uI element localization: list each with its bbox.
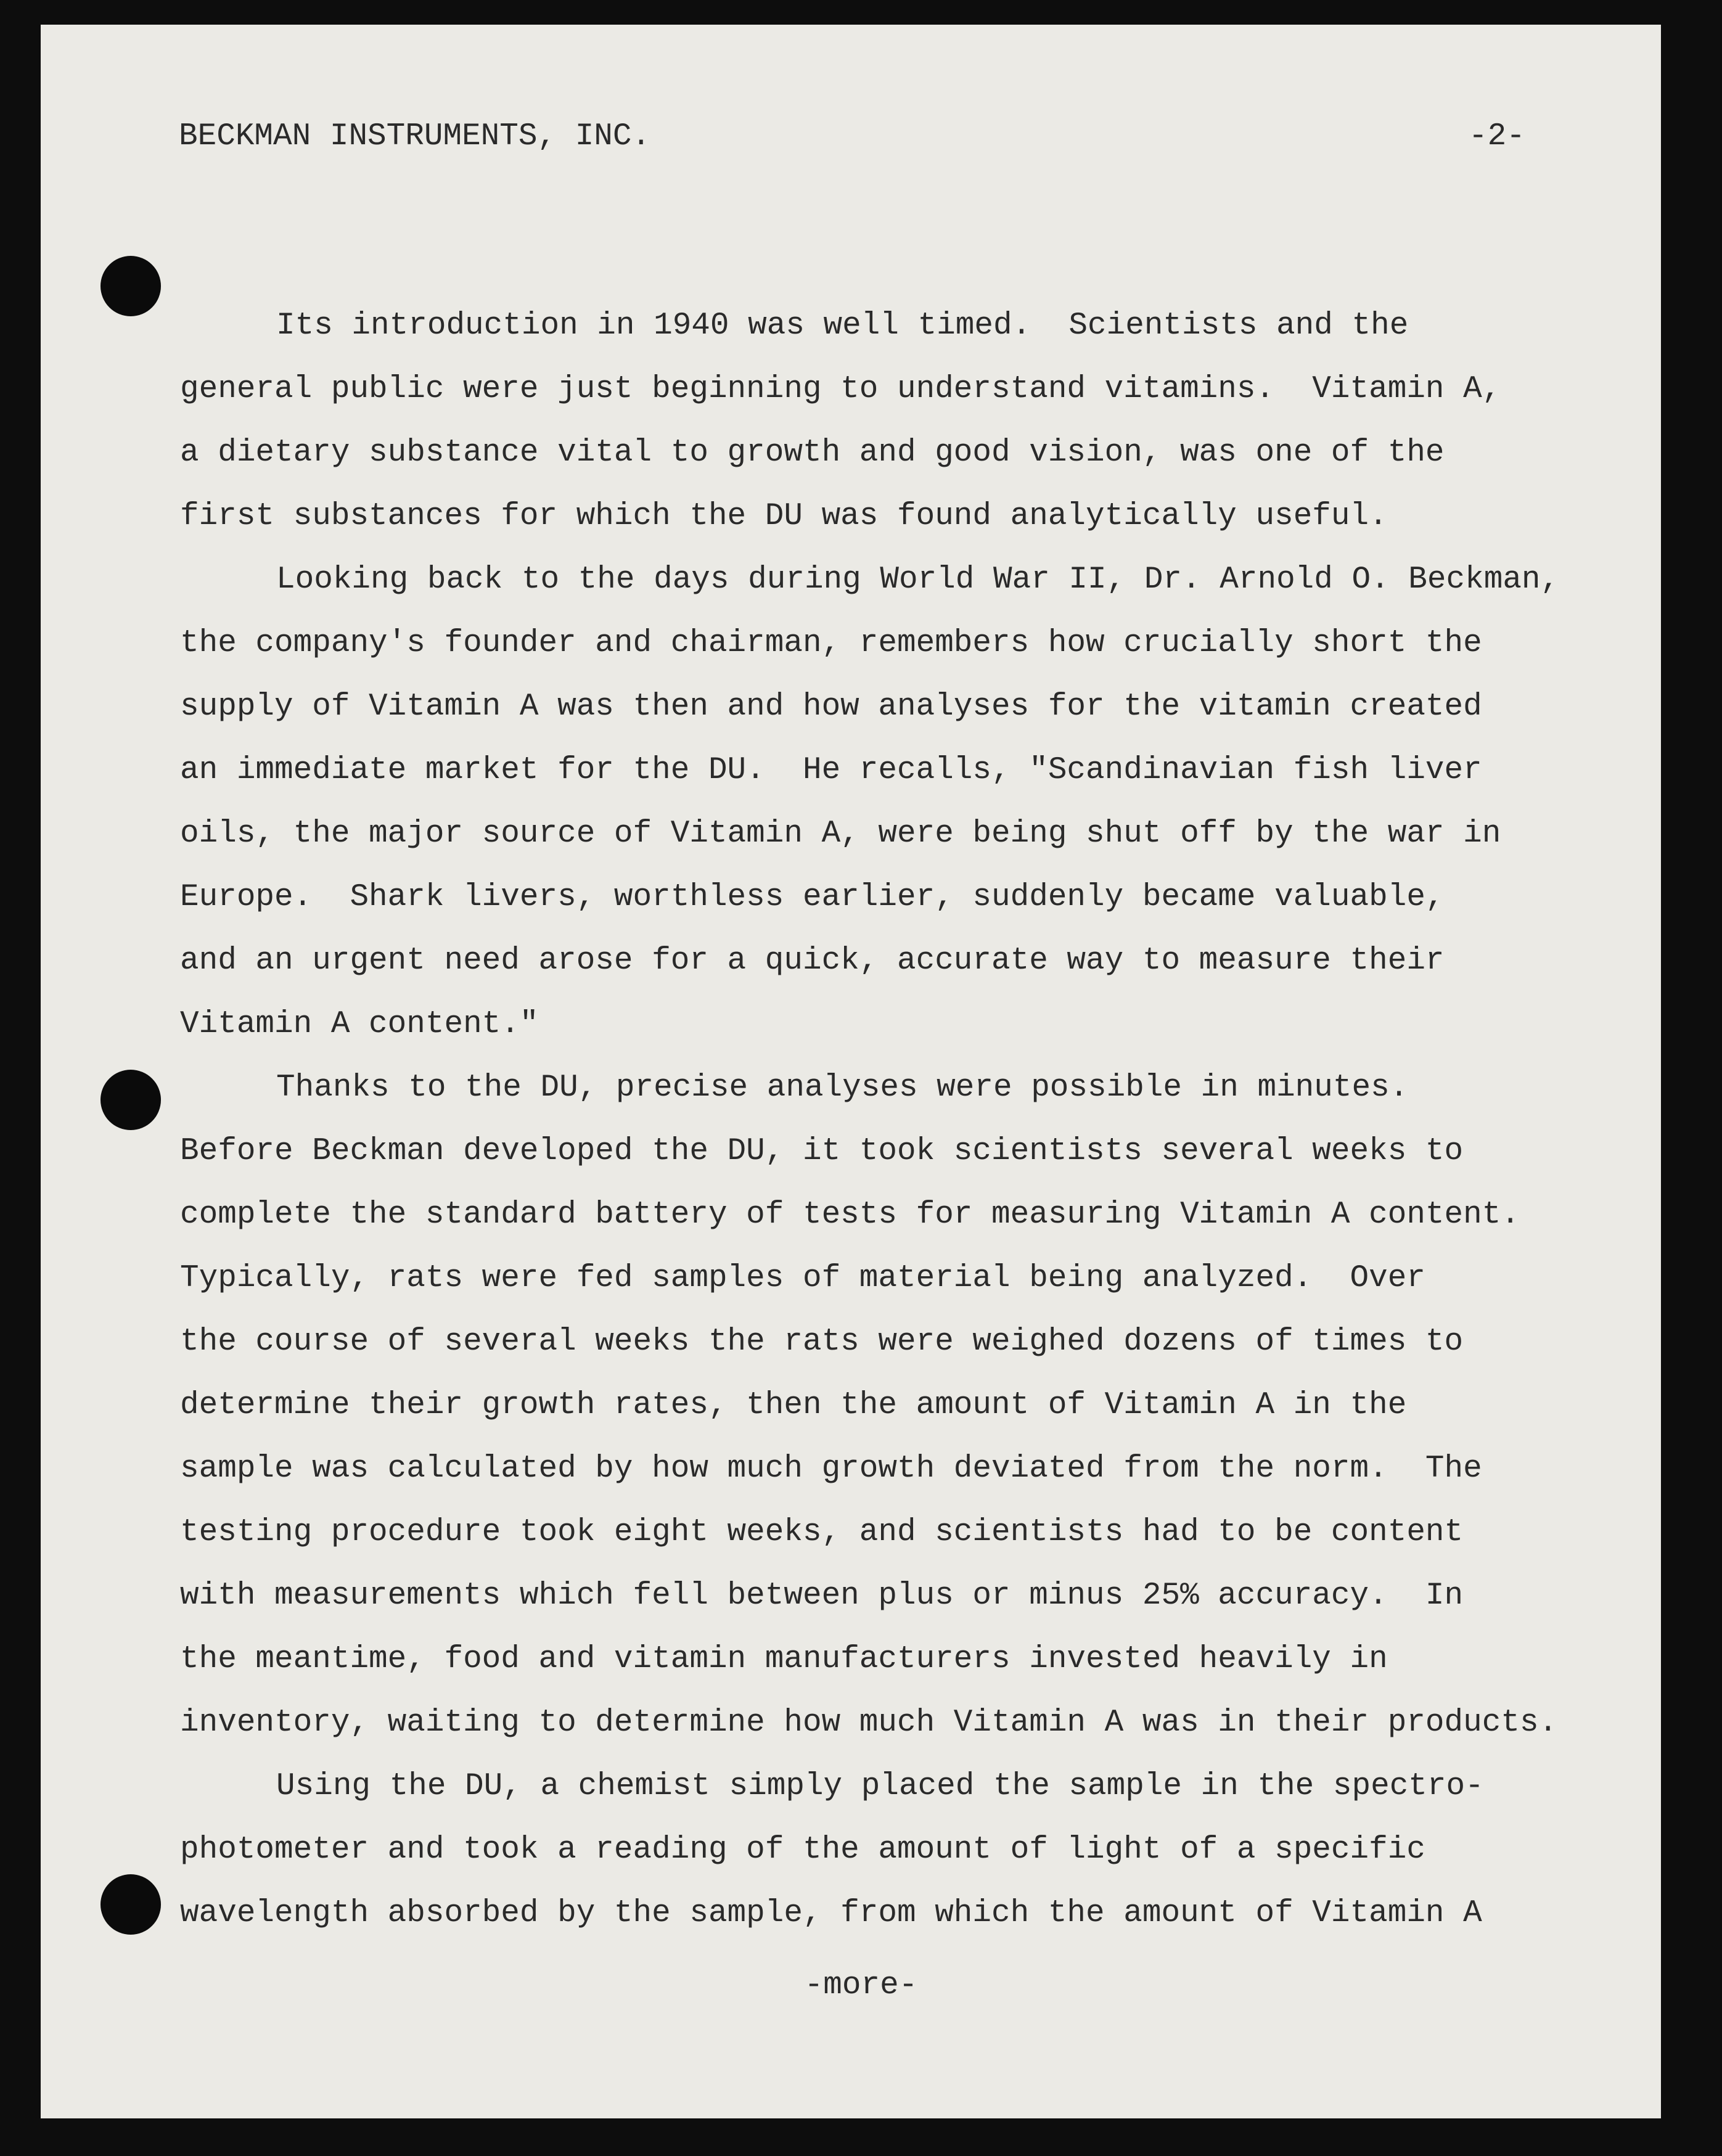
text-line: complete the standard battery of tests for measuring Vitamin A content. [180,1197,1520,1232]
punch-hole [100,1874,161,1935]
text-line: Looking back to the days during World War II, Dr. Arnold O. Beckman, [276,562,1560,597]
text-line: Using the DU, a chemist simply placed the sample in the spectro- [276,1769,1484,1804]
text-line: supply of Vitamin A was then and how analyses for the vitamin created [180,689,1482,724]
text-line: first substances for which the DU was found analytically useful. [180,499,1388,534]
text-line: an immediate market for the DU. He recalls, "Scandinavian fish liver [180,753,1482,788]
continuation-marker: -more- [804,1968,918,2003]
text-line: a dietary substance vital to growth and good vision, was one of the [180,435,1445,470]
text-line: Typically, rats were fed samples of material being analyzed. Over [180,1261,1425,1296]
text-line: Vitamin A content." [180,1007,539,1042]
punch-hole [100,256,161,316]
text-line: oils, the major source of Vitamin A, were being shut off by the war in [180,816,1501,851]
text-line: the company's founder and chairman, remembers how crucially short the [180,626,1482,661]
body-text [180,294,1559,1945]
text-line: wavelength absorbed by the sample, from which the amount of Vitamin A [180,1896,1482,1931]
text-line: Before Beckman developed the DU, it took scientists several weeks to [180,1134,1464,1169]
text-line: Its introduction in 1940 was well timed. Scientists and the [276,308,1409,343]
letterhead-company: BECKMAN INSTRUMENTS, INC. [179,119,651,154]
text-line: testing procedure took eight weeks, and scientists had to be content [180,1515,1464,1550]
text-line: determine their growth rates, then the amount of Vitamin A in the [180,1388,1407,1423]
text-line: the course of several weeks the rats were weighed dozens of times to [180,1324,1464,1359]
text-line: Europe. Shark livers, worthless earlier, suddenly became valuable, [180,880,1445,915]
text-line: and an urgent need arose for a quick, accurate way to measure their [180,943,1445,978]
punch-hole [100,1070,161,1130]
text-line: Thanks to the DU, precise analyses were possible in minutes. [276,1070,1409,1105]
text-line: photometer and took a reading of the amount of light of a specific [180,1832,1425,1867]
text-line: the meantime, food and vitamin manufacturers invested heavily in [180,1642,1388,1677]
text-line: inventory, waiting to determine how much Vitamin A was in their products. [180,1705,1558,1740]
text-line: with measurements which fell between plus or minus 25% accuracy. In [180,1578,1464,1613]
text-line: sample was calculated by how much growth deviated from the norm. The [180,1451,1482,1486]
page-number: -2- [1469,119,1525,154]
text-line: general public were just beginning to understand vitamins. Vitamin A, [180,372,1501,407]
